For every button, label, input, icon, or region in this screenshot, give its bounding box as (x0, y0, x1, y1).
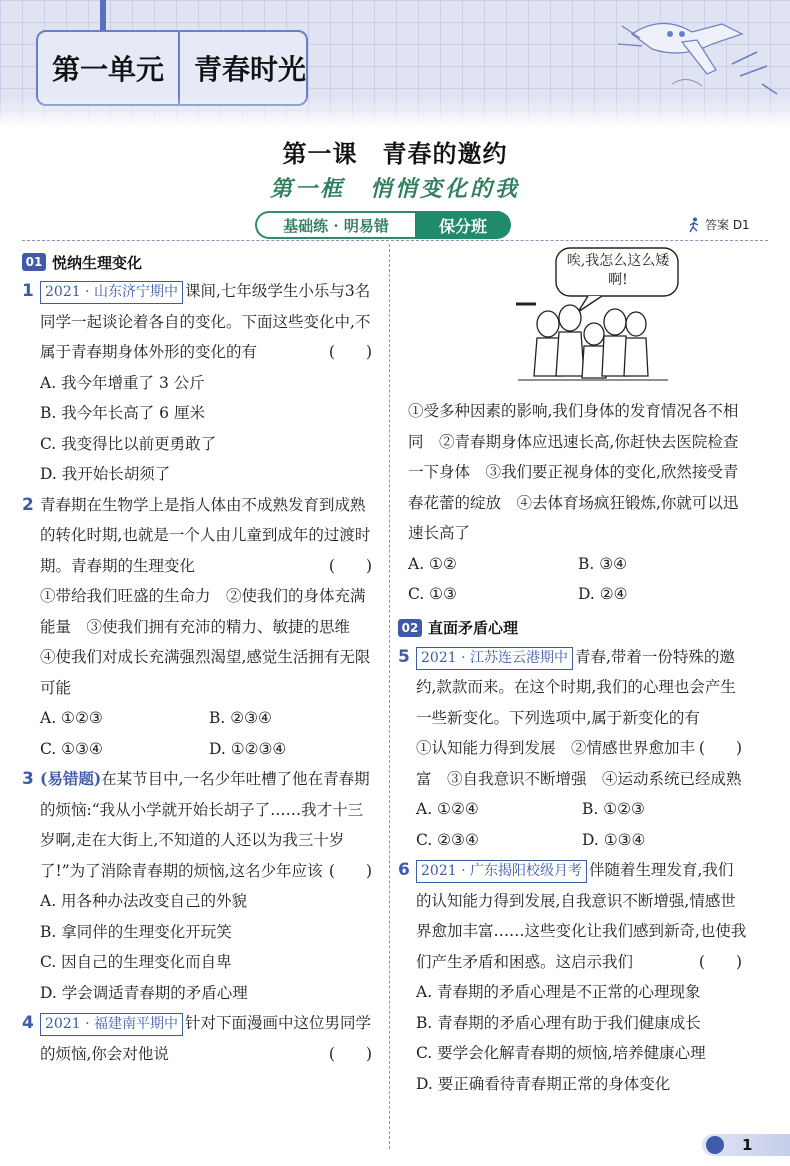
statement-list: ①受多种因素的影响,我们身体的发育情况各不相同 ②青春期身体应迅速长高,你赶快去医院检查一下身体 ③我们要正视身体的变化,欣然接受青春花蕾的绽放 ④去体育场疯狂锻炼,你就可以迅速长高了 (408, 402, 739, 542)
comic-illustration (398, 246, 748, 396)
options-grid (416, 794, 748, 855)
option: B. 青春期的矛盾心理有助于我们健康成长 (416, 1013, 701, 1032)
option: B. 拿同伴的生理变化开玩笑 (40, 922, 232, 941)
page-number: 1 (742, 1136, 753, 1154)
answer-blank: ( ) (328, 1044, 372, 1063)
question-stem: 课间,七年级学生小乐与3名同学一起谈论着各自的变化。下面这些变化中,不属于青春期身体外形的变化的有 (40, 282, 371, 361)
question-1 (22, 276, 378, 490)
options-grid (408, 549, 748, 610)
question-5 (398, 642, 748, 856)
unit-name: 青春时光 (194, 53, 307, 86)
option: D. 要正确看待青春期正常的身体变化 (416, 1074, 671, 1093)
option: A. ①②③ (40, 709, 103, 727)
right-column (398, 244, 748, 1099)
option: B. ①②③ (582, 800, 645, 818)
option: A. 用各种办法改变自己的外貌 (40, 892, 248, 910)
option: D. 学会调适青春期的矛盾心理 (40, 983, 248, 1002)
section-header-1 (22, 248, 378, 276)
statement-list: ①带给我们旺盛的生命力 ②使我们的身体充满能量 ③使我们拥有充沛的精力、敏捷的思维 ④使我们对成长充满强烈渴望,感觉生活拥有无限可能 (40, 587, 371, 697)
runner-icon (688, 217, 700, 233)
unit-label: 第一单元 (38, 32, 180, 104)
option: A. ①②④ (416, 800, 479, 818)
question-stem: 伴随着生理发育,我们的认知能力得到发展,自我意识不断增强,情感世界愈加丰富……这些变化让我们感到新奇,也使我们产生矛盾和困惑。这启示我们 (416, 861, 747, 971)
question-number: 2 (22, 494, 34, 515)
option: B. ②③④ (209, 709, 272, 727)
option: D. 我开始长胡须了 (40, 465, 171, 483)
answer-reference-text: 答案 D1 (705, 218, 750, 232)
option: B. 我今年长高了 6 厘米 (40, 404, 205, 422)
question-number: 4 (22, 1013, 34, 1033)
banner-accent-strip (100, 0, 106, 32)
question-stem: 青春期在生物学上是指人体由不成熟发育到成熟的转化时期,也就是一个人由儿童到成年的过渡时期。青春期的生理变化 (40, 495, 371, 575)
question-stem: 针对下面漫画中这位男同学的烦恼,你会对他说 (40, 1014, 371, 1063)
question-3 (22, 764, 378, 1008)
answer-blank: ( ) (328, 343, 372, 361)
question-number: 6 (398, 860, 410, 880)
option: C. 因自己的生理变化而自卑 (40, 953, 232, 971)
answer-blank: ( ) (328, 861, 372, 880)
answer-blank: ( ) (328, 556, 372, 575)
airplane-doodle-illustration (612, 4, 782, 104)
question-6 (398, 855, 748, 1099)
question-number: 3 (22, 769, 34, 789)
comic-speech-text: 唉,我怎么这么矮啊! (566, 253, 670, 288)
practice-level-bar (255, 211, 511, 239)
answer-blank: ( ) (698, 739, 742, 757)
option: A. 青春期的矛盾心理是不正常的心理现象 (416, 983, 701, 1001)
question-stem: 青春,带着一份特殊的邀约,款款而来。在这个时期,我们的心理也会产生一些新变化。下列选项中,属于新变化的有 (416, 647, 736, 727)
practice-label: 基础练 · 明易错 (255, 211, 415, 239)
option: C. 我变得比以前更勇敢了 (40, 434, 217, 453)
page-marker-icon (706, 1136, 724, 1154)
section-title: 悦纳生理变化 (52, 253, 143, 272)
section-header-2 (398, 614, 748, 642)
section-number: 01 (22, 253, 46, 271)
question-source: 2021 · 江苏连云港期中 (416, 647, 573, 670)
question-4 (22, 1008, 378, 1069)
option: C. ②③④ (416, 830, 479, 849)
option: C. ①③ (408, 585, 457, 603)
left-column (22, 244, 378, 1069)
header-banner (0, 0, 790, 128)
option: B. ③④ (578, 554, 628, 573)
question-4-continued (398, 396, 748, 610)
option: D. ①②③④ (209, 739, 287, 758)
question-2 (22, 490, 378, 765)
statement-list: ①认知能力得到发展 ②情感世界愈加丰富 ③自我意识不断增强 ④运动系统已经成熟 (416, 739, 742, 788)
lesson-title: 第一课 青春的邀约 (282, 140, 508, 168)
question-number: 5 (398, 646, 410, 667)
answer-blank: ( ) (698, 952, 742, 971)
question-source: 2021 · 福建南平期中 (40, 1013, 183, 1036)
options-grid (40, 703, 378, 764)
error-prone-tag: (易错题) (40, 769, 102, 788)
section-title: 直面矛盾心理 (428, 619, 519, 637)
option: A. 我今年增重了 3 公斤 (40, 373, 205, 392)
option: D. ②④ (578, 585, 628, 603)
question-source: 2021 · 广东揭阳校级月考 (416, 860, 587, 883)
option: D. ①③④ (582, 830, 646, 849)
question-number: 1 (22, 281, 34, 301)
column-divider (389, 244, 390, 1149)
frame-title: 第一框 悄悄变化的我 (269, 176, 520, 202)
option: C. ①③④ (40, 739, 103, 758)
unit-title-box (36, 30, 308, 106)
option: A. ①② (408, 554, 457, 573)
question-stem: 在某节目中,一名少年吐槽了他在青春期的烦恼:“我从小学就开始长胡子了……我才十三岁啊,走在大街上,不知道的人还以为我三十岁了!”为了消除青春期的烦恼,这名少年应该 (40, 770, 370, 880)
option: C. 要学会化解青春期的烦恼,培养健康心理 (416, 1044, 706, 1062)
practice-level-badge: 保分班 (415, 211, 511, 239)
section-number: 02 (398, 619, 422, 637)
divider-line (22, 240, 768, 241)
question-source: 2021 · 山东济宁期中 (40, 281, 183, 304)
answer-reference (688, 216, 750, 233)
